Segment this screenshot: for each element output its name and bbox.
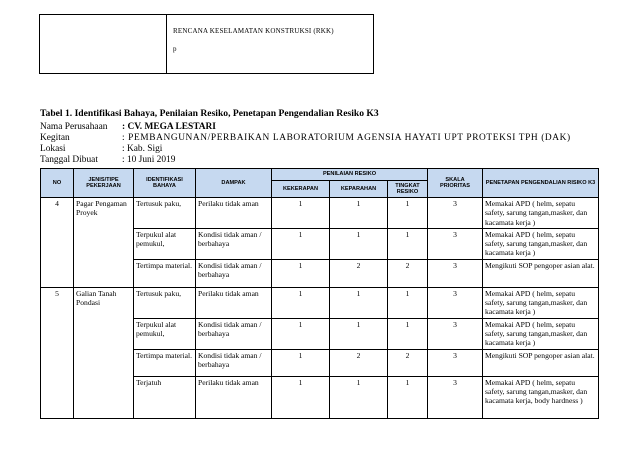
cell-bahaya: Terpukul alat pemukul, xyxy=(134,318,196,349)
cell-pengendalian: Memakai APD ( helm, sepatu safety, sarung tangan,masker, dan kacamata kerja ) xyxy=(483,287,599,318)
cell-skala: 3 xyxy=(428,259,483,287)
cell-jenis: Pagar Pengaman Proyek xyxy=(74,198,134,288)
cell-skala: 3 xyxy=(428,198,483,229)
header-title: RENCANA KESELAMATAN KONSTRUKSI (RKK) xyxy=(173,27,334,35)
cell-tingkat: 2 xyxy=(388,349,428,376)
table-row xyxy=(41,198,599,229)
cell-kekerapan: 1 xyxy=(272,349,330,376)
cell-bahaya: Tertusuk paku, xyxy=(134,287,196,318)
cell-bahaya: Terjatuh xyxy=(134,376,196,418)
col-header-skala: SKALA PRIORITAS xyxy=(428,169,483,198)
cell-bahaya: Tertimpa material. xyxy=(134,349,196,376)
cell-tingkat: 2 xyxy=(388,259,428,287)
cell-bahaya: Tertimpa material. xyxy=(134,259,196,287)
header-divider xyxy=(166,15,167,73)
document-header-box xyxy=(39,14,374,74)
col-header-penetapan: PENETAPAN PENGENDALIAN RISIKO K3 xyxy=(483,169,599,198)
info-label: Kegitan xyxy=(40,133,70,143)
info-date xyxy=(40,155,175,165)
cell-bahaya: Terpukul alat pemukul, xyxy=(134,228,196,259)
info-value: : CV. MEGA LESTARI xyxy=(122,122,216,132)
info-value: : PEMBANGUNAN/PERBAIKAN LABORATORIUM AGENSIA HAYATI UPT PROTEKSI TPH (DAK) xyxy=(122,133,571,143)
cell-pengendalian: Memakai APD ( helm, sepatu safety, sarung tangan,masker, dan kacamata kerja ) xyxy=(483,318,599,349)
cell-dampak: Kondisi tidak aman / berbahaya xyxy=(196,318,272,349)
cell-tingkat: 1 xyxy=(388,198,428,229)
cell-bahaya: Tertusuk paku, xyxy=(134,198,196,229)
table-header xyxy=(41,169,599,198)
cell-kekerapan: 1 xyxy=(272,228,330,259)
cell-jenis: Galian Tanah Pondasi xyxy=(74,287,134,418)
cell-dampak: Perilaku tidak aman xyxy=(196,376,272,418)
table-row xyxy=(41,287,599,318)
cell-pengendalian: Memakai APD ( helm, sepatu safety, sarung tangan,masker, dan kacamata kerja ) xyxy=(483,228,599,259)
cell-pengendalian: Mengikuti SOP pengoper asian alat. xyxy=(483,349,599,376)
cell-tingkat: 1 xyxy=(388,376,428,418)
cell-dampak: Kondisi tidak aman / berbahaya xyxy=(196,228,272,259)
info-location xyxy=(40,144,162,154)
cell-dampak: Kondisi tidak aman / berbahaya xyxy=(196,259,272,287)
info-company xyxy=(40,122,216,132)
cell-kekerapan: 1 xyxy=(272,376,330,418)
info-label: Lokasi xyxy=(40,144,66,154)
col-header-no: NO xyxy=(41,169,74,198)
table-caption: Tabel 1. Identifikasi Bahaya, Penilaian Resiko, Penetapan Pengendalian Resiko K3 xyxy=(40,108,379,119)
cell-skala: 3 xyxy=(428,318,483,349)
cell-keparahan: 1 xyxy=(330,287,388,318)
cell-skala: 3 xyxy=(428,349,483,376)
col-header-identifikasi: IDENTIFIKASI BAHAYA xyxy=(134,169,196,198)
cell-tingkat: 1 xyxy=(388,318,428,349)
cell-pengendalian: Memakai APD ( helm, sepatu safety, sarung tangan,masker, dan kacamata kerja, body hardness ) xyxy=(483,376,599,418)
cell-kekerapan: 1 xyxy=(272,287,330,318)
cell-tingkat: 1 xyxy=(388,287,428,318)
cell-tingkat: 1 xyxy=(388,228,428,259)
col-header-keparahan: KEPARAHAN xyxy=(330,181,388,198)
cell-kekerapan: 1 xyxy=(272,198,330,229)
cell-kekerapan: 1 xyxy=(272,259,330,287)
cell-dampak: Perilaku tidak aman xyxy=(196,287,272,318)
col-header-kekerapan: KEKERAPAN xyxy=(272,181,330,198)
cell-keparahan: 1 xyxy=(330,376,388,418)
info-label: Tanggal Dibuat xyxy=(40,155,98,165)
cell-skala: 3 xyxy=(428,228,483,259)
info-activity xyxy=(40,133,571,143)
cell-pengendalian: Mengikuti SOP pengoper asian alat. xyxy=(483,259,599,287)
cell-dampak: Kondisi tidak aman / berbahaya xyxy=(196,349,272,376)
cell-keparahan: 2 xyxy=(330,259,388,287)
cell-keparahan: 1 xyxy=(330,318,388,349)
cell-keparahan: 1 xyxy=(330,228,388,259)
col-header-tingkat: TINGKAT RESIKO xyxy=(388,181,428,198)
cell-keparahan: 1 xyxy=(330,198,388,229)
hazard-table xyxy=(40,168,599,419)
cell-no: 5 xyxy=(41,287,74,418)
col-header-dampak: DAMPAK xyxy=(196,169,272,198)
cell-skala: 3 xyxy=(428,376,483,418)
cell-keparahan: 2 xyxy=(330,349,388,376)
cell-pengendalian: Memakai APD ( helm, sepatu safety, sarung tangan,masker, dan kacamata kerja ) xyxy=(483,198,599,229)
info-value: : Kab. Sigi xyxy=(122,144,163,154)
cell-no: 4 xyxy=(41,198,74,288)
cell-skala: 3 xyxy=(428,287,483,318)
col-header-penilaian: PENILAIAN RESIKO xyxy=(272,169,428,181)
header-mark: p xyxy=(173,45,177,53)
table-body xyxy=(41,198,599,419)
cell-kekerapan: 1 xyxy=(272,318,330,349)
info-label: Nama Perusahaan xyxy=(40,122,108,132)
info-value: : 10 Juni 2019 xyxy=(122,155,176,165)
col-header-jenis: JENIS/TIPE PEKERJAAN xyxy=(74,169,134,198)
cell-dampak: Perilaku tidak aman xyxy=(196,198,272,229)
